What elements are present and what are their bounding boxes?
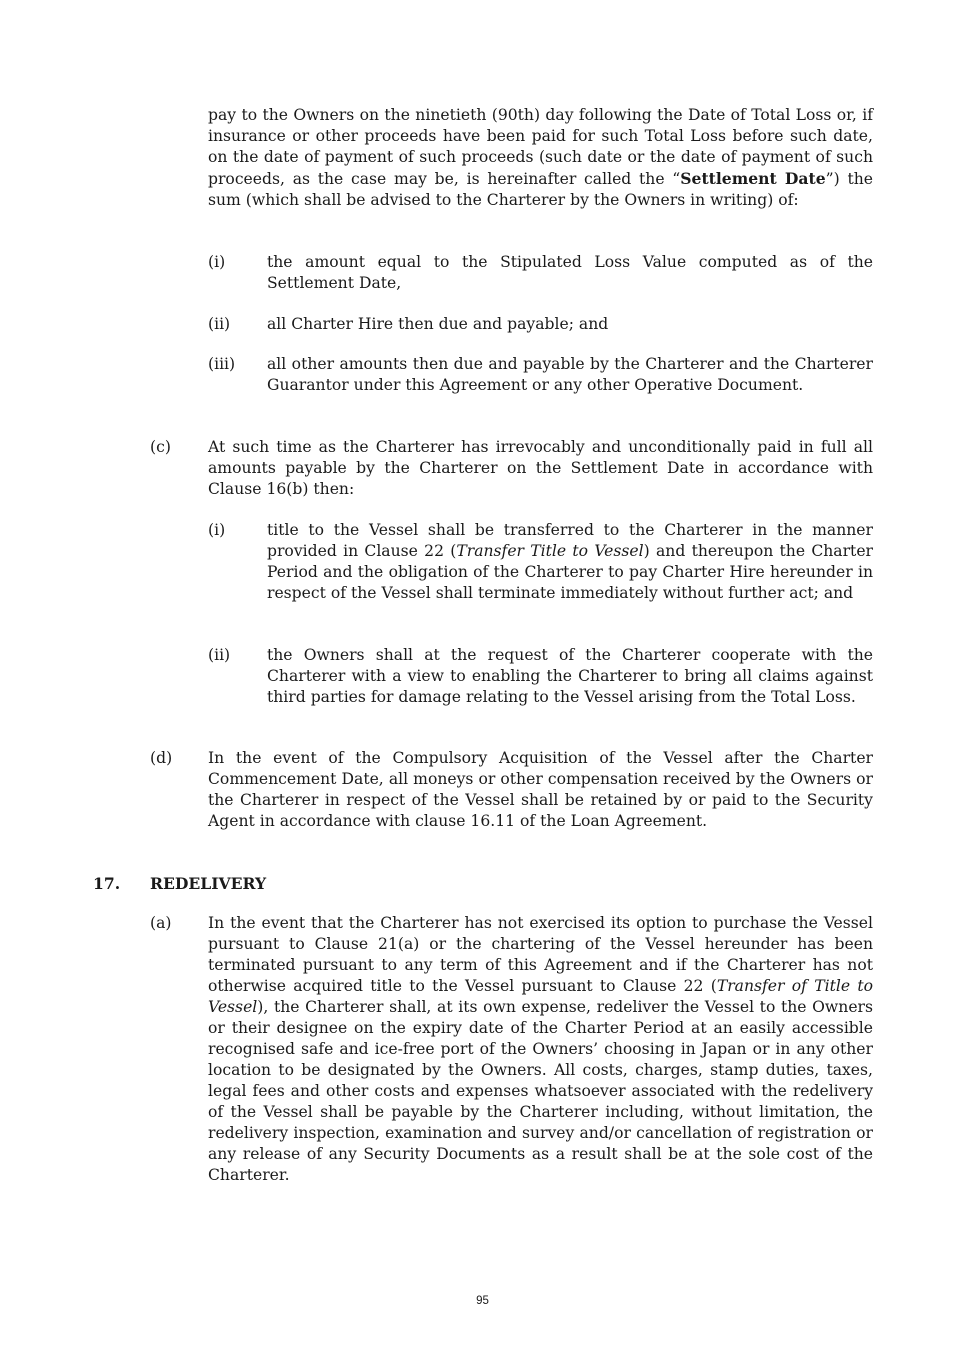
clause-17a-clause-title: Transfer of Title to Vessel [208, 977, 873, 1016]
c-item-1-number: (i) [208, 521, 226, 539]
clause-17a-text-end: ), the Charterer shall, at its own expense, redeliver the Vessel to the Owners or their designee on the expiry date of the Charter Period at an easily accessible recognised safe and ice-free port of the Owners’ choosing in Japan or in any other location to be designated by the Owners. All costs, charges, stamp duties, taxes, legal fees and other costs and expenses whatsoever associated with the redelivery of the Vessel shall be payable by the Charterer including, without limitation, the redelivery inspection, examination and survey and/or cancellation of registration or any release of any Security Documents as a result shall be at the sole cost of the Charterer. [208, 998, 873, 1184]
intro-text-start: pay to the Owners on the ninetieth (90th) day following the Date of Total Loss or, if insurance or other proceeds have been paid for such Total Loss before such date, on the date of payment of such proceeds (such date or the date of payment of such proceeds, as the case may be, is hereinafter called the “ [208, 106, 873, 188]
b-item-2-number: (ii) [208, 315, 231, 333]
b-item-3-number: (iii) [208, 355, 236, 373]
section-17-clause-a-number: (a) [150, 914, 172, 932]
clause-c-text: At such time as the Charterer has irrevocably and unconditionally paid in full all amounts payable by the Charterer on the Settlement Date in accordance with Clause 16(b) then: [208, 438, 873, 498]
b-item-1-number: (i) [208, 253, 226, 271]
clause-d-text: In the event of the Compulsory Acquisition of the Vessel after the Charter Commencement Date, all moneys or other compensation received by the Owners or the Charterer in respect of the Vessel shall be retained by or paid to the Security Agent in accordance with clause 16.11 of the Loan Agreement. [208, 749, 873, 830]
intro-text-end: ”) the sum (which shall be advised to the Charterer by the Owners in writing) of: [208, 170, 873, 209]
c-item-2-text: the Owners shall at the request of the Charterer cooperate with the Charterer with a view to enabling the Charterer to bring all claims against third parties for damage relating to the Vessel arising from the Total Loss. [267, 646, 873, 706]
c-item-1-text-start: title to the Vessel shall be transferred to the Charterer in the manner provided in Clause 22 ( [267, 521, 873, 560]
clause-17a-text-start: In the event that the Charterer has not exercised its option to purchase the Vessel pursuant to Clause 21(a) or the chartering of the Vessel hereunder has been terminated pursuant to any term of this Agreement and if the Charterer has not otherwise acquired title to the Vessel pursuant to Clause 22 ( [208, 914, 873, 995]
c-item-2-number: (ii) [208, 646, 231, 664]
defined-term-settlement-date: Settlement Date [680, 169, 826, 188]
section-17-number: 17. [93, 874, 121, 893]
clause-c-number: (c) [150, 438, 171, 456]
b-item-2-text: all Charter Hire then due and payable; and [267, 315, 609, 333]
b-item-3-text: all other amounts then due and payable by the Charterer and the Charterer Guarantor under this Agreement or any other Operative Document. [267, 355, 873, 394]
section-17-clause-a-text [208, 913, 873, 1186]
intro-paragraph [208, 105, 873, 211]
section-17-title: REDELIVERY [150, 874, 267, 893]
c-item-1-text-end: ) and thereupon the Charter Period and the obligation of the Charterer to pay Charter Hire hereunder in respect of the Vessel shall terminate immediately without further act; and [267, 542, 874, 602]
page-number: 95 [476, 1295, 489, 1307]
clause-d-number: (d) [150, 749, 173, 767]
c-item-1-text [267, 520, 873, 604]
c-item-1-clause-title: Transfer Title to Vessel [456, 542, 644, 560]
b-item-1-text: the amount equal to the Stipulated Loss Value computed as of the Settlement Date, [267, 253, 873, 292]
